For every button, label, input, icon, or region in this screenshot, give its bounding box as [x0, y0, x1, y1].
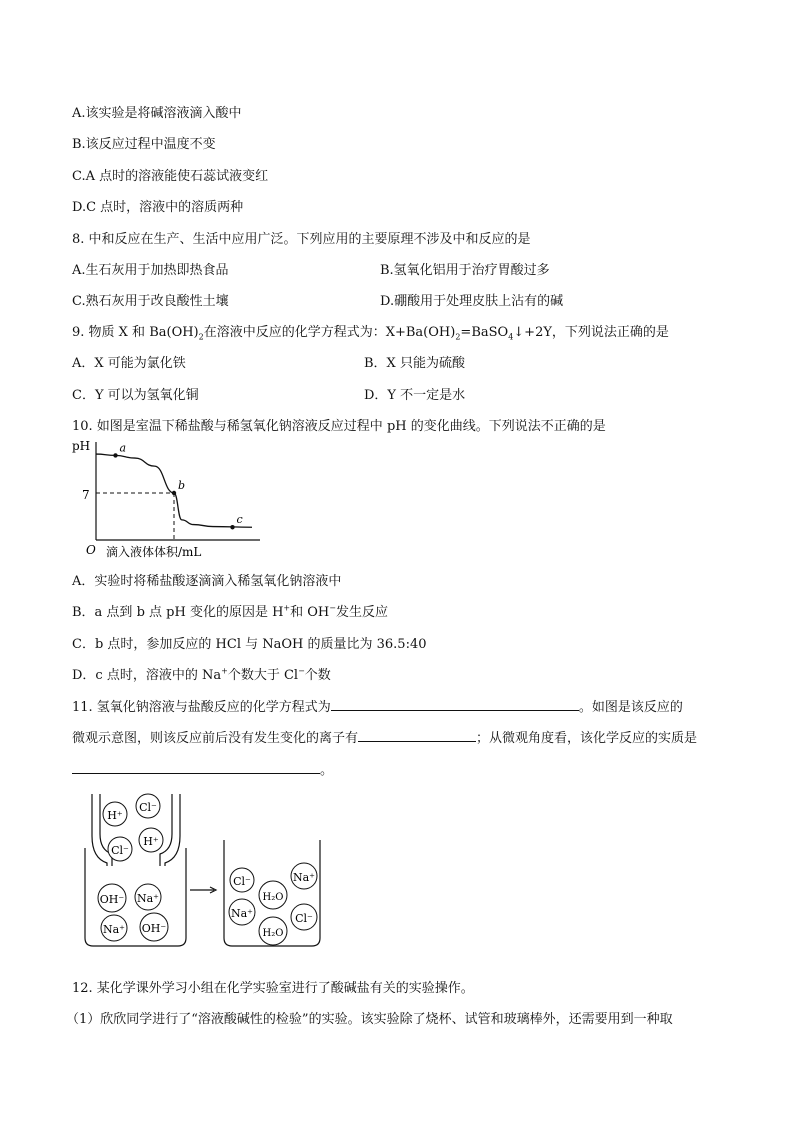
chart-point-c: [230, 525, 234, 529]
q8-option-d: D.硼酸用于处理皮肤上沾有的碱: [380, 294, 564, 309]
ion-na-plus: [229, 899, 255, 925]
ion-h-plus: [139, 828, 163, 852]
q11-ions-blank[interactable]: [358, 729, 476, 742]
chart-xlabel: 滴入液体体积/mL: [106, 545, 202, 559]
q9-option-c: C．Y 可以为氢氧化铜: [72, 388, 199, 403]
q10-option-a: A．实验时将稀盐酸逐滴滴入稀氢氧化钠溶液中: [72, 574, 342, 589]
q12-stem: 12. 某化学课外学习小组在化学实验室进行了酸碱盐有关的实验操作。: [72, 981, 474, 996]
chart-ylabel: pH: [72, 439, 91, 453]
q10-stem: 10. 如图是室温下稀盐酸与稀氢氧化钠溶液反应过程中 pH 的变化曲线。下列说法不正确的是: [72, 419, 606, 434]
reaction-micro-diagram: [82, 788, 332, 953]
svg-text:Na⁺: Na⁺: [103, 923, 125, 936]
ion-na-plus: [101, 915, 127, 941]
q10-option-b: B．a 点到 b 点 pH 变化的原因是 H+和 OH−发生反应: [72, 603, 388, 620]
q7-option-a: A.该实验是将碱溶液滴入酸中: [72, 106, 242, 121]
ion-cl-minus: [108, 837, 132, 861]
q10-option-d: D．c 点时，溶液中的 Na+个数大于 Cl−个数: [72, 666, 331, 683]
ion-h-plus: [103, 802, 127, 826]
svg-text:Cl⁻: Cl⁻: [295, 912, 313, 925]
q7-option-c: C.A 点时的溶液能使石蕊试液变红: [72, 169, 269, 184]
q7-option-d: D.C 点时，溶液中的溶质两种: [72, 200, 244, 215]
chart-plot-area: [96, 441, 260, 540]
svg-text:OH⁻: OH⁻: [141, 922, 167, 935]
ion-cl-minus: [230, 868, 254, 892]
q11-line2: 微观示意图，则该反应前后没有发生变化的离子有 ；从微观角度看，该化学反应的实质是: [72, 731, 698, 746]
svg-text:OH⁻: OH⁻: [99, 893, 125, 906]
molecule-h2o: [259, 881, 287, 909]
svg-text:Cl⁻: Cl⁻: [233, 875, 251, 888]
q8-stem: 8. 中和反应在生产、生活中应用广泛。下列应用的主要原理不涉及中和反应的是: [72, 232, 531, 247]
chart-ytick-7: 7: [82, 488, 90, 502]
svg-text:Cl⁻: Cl⁻: [139, 801, 157, 814]
ion-na-plus: [291, 863, 317, 889]
ion-cl-minus: [136, 794, 160, 818]
svg-text:H⁺: H⁺: [143, 835, 159, 848]
svg-text:Na⁺: Na⁺: [293, 871, 315, 884]
q10-option-c: C．b 点时，参加反应的 HCl 与 NaOH 的质量比为 36.5:40: [72, 637, 427, 652]
chart-point-b: [172, 491, 176, 495]
q8-option-a: A.生石灰用于加热即热食品: [72, 263, 229, 278]
q11-equation-blank[interactable]: [331, 698, 579, 711]
q11-line3: 。: [72, 759, 333, 778]
chart-point-label-b: b: [178, 479, 186, 492]
q11-line1: 11. 氢氧化钠溶液与盐酸反应的化学方程式为 。如图是该反应的: [72, 700, 683, 715]
svg-text:Na⁺: Na⁺: [137, 892, 159, 905]
chart-origin: O: [86, 543, 96, 557]
q9-option-a: A．X 可能为氯化铁: [72, 356, 186, 371]
svg-text:Cl⁻: Cl⁻: [111, 844, 129, 857]
ion-oh-minus: [140, 913, 168, 941]
svg-text:Na⁺: Na⁺: [231, 907, 253, 920]
chart-point-a: [113, 453, 117, 457]
chart-point-label-c: c: [236, 513, 243, 527]
q11-essence-blank[interactable]: [72, 761, 320, 774]
svg-text:H⁺: H⁺: [107, 809, 123, 822]
ion-oh-minus: [98, 884, 126, 912]
q12-part1: （1）欣欣同学进行了“溶液酸碱性的检验”的实验。该实验除了烧杯、试管和玻璃棒外，还需要用到一种取: [66, 1012, 673, 1027]
svg-text:H₂O: H₂O: [262, 928, 284, 939]
ion-na-plus: [135, 884, 161, 910]
q7-option-b: B.该反应过程中温度不变: [72, 137, 216, 152]
q9-option-b: B．X 只能为硫酸: [364, 356, 465, 371]
chart-point-label-a: a: [119, 441, 127, 455]
ion-cl-minus: [291, 904, 317, 930]
q8-option-c: C.熟石灰用于改良酸性土壤: [72, 294, 229, 309]
molecule-h2o: [259, 917, 287, 945]
ph-curve-chart: [68, 434, 268, 564]
q9-option-d: D．Y 不一定是水: [364, 388, 466, 403]
q8-option-b: B.氢氧化铝用于治疗胃酸过多: [380, 263, 550, 278]
q9-stem: 9. 物质 X 和 $Ba(OH)_2$在溶液中反应的化学方程式为：$X+Ba(OH)_2=BaSO_4↓+2Y$，下列说法正确的是: [72, 325, 669, 342]
svg-text:H₂O: H₂O: [262, 892, 284, 903]
